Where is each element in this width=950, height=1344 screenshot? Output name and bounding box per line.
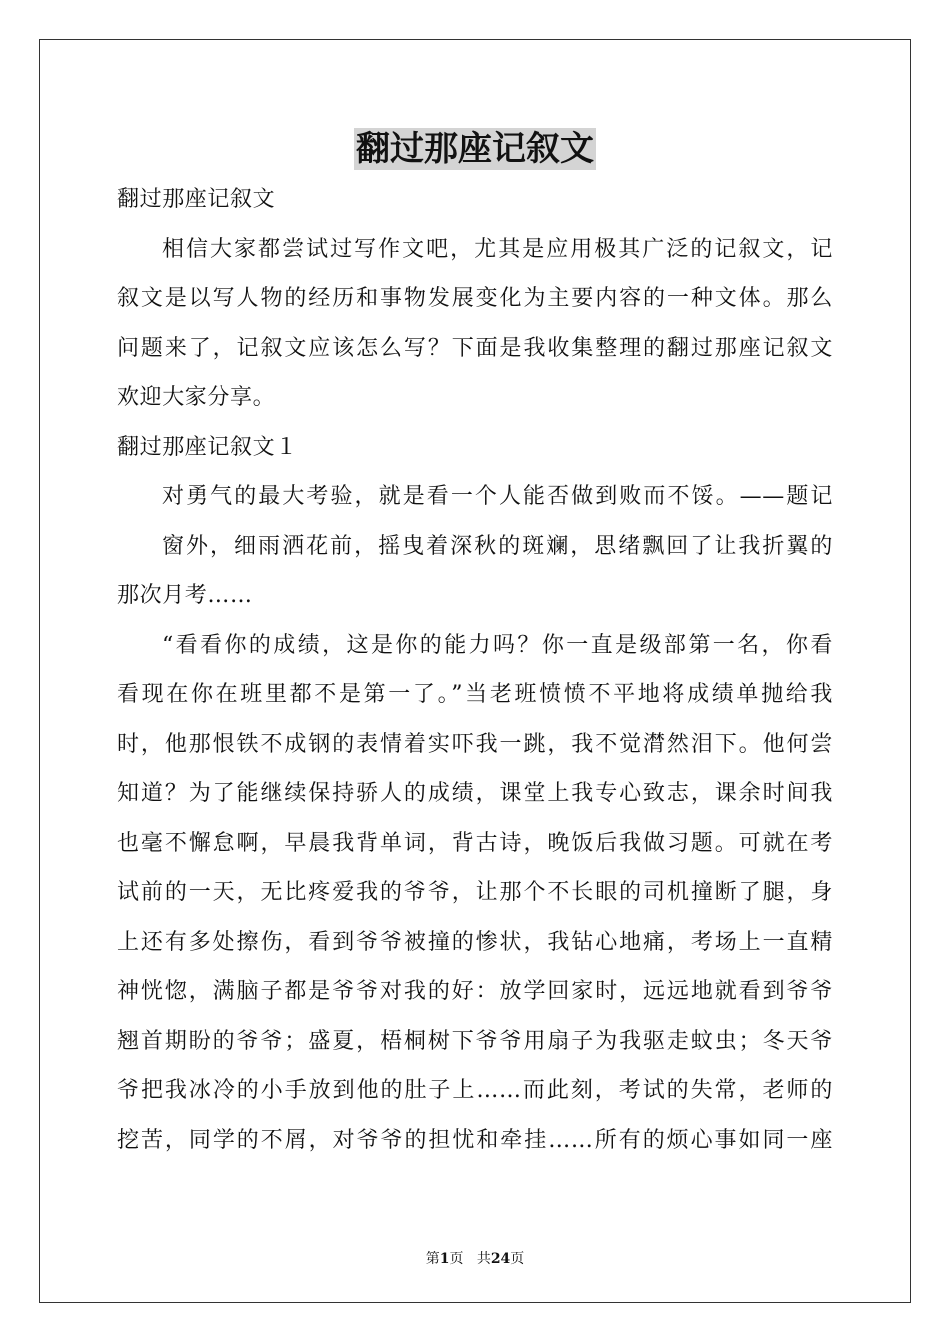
paragraph-line: 窗外，细雨洒花前，摇曳着深秋的斑斓，思绪飘回了让我折翼的 [162, 533, 833, 559]
paragraph-line: 那次月考…… [117, 583, 253, 608]
page-number: 1 [439, 1251, 450, 1267]
page-footer [0, 1248, 950, 1268]
paragraph-line: 问题来了，记叙文应该怎么写？下面是我收集整理的翻过那座记叙文 [117, 335, 833, 361]
paragraph-line: 也毫不懈怠啊，早晨我背单词，背古诗，晚饭后我做习题。可就在考 [117, 830, 833, 856]
document-title: 翻过那座记叙文 [356, 129, 594, 169]
paragraph-line: 对勇气的最大考验，就是看一个人能否做到败而不馁。——题记 [162, 484, 833, 509]
paragraph-line: 爷把我冰冷的小手放到他的肚子上……而此刻，考试的失常，老师的 [117, 1078, 833, 1103]
subtitle-line: 翻过那座记叙文 [117, 187, 276, 212]
page-prefix: 第 [425, 1251, 440, 1267]
total-prefix: 共 [476, 1251, 491, 1267]
paragraph-line: 上还有多处擦伤，看到爷爷被撞的惨状，我钻心地痛，考场上一直精 [117, 929, 833, 955]
total-pages: 24 [490, 1251, 511, 1267]
paragraph-line: 翘首期盼的爷爷；盛夏，梧桐树下爷爷用扇子为我驱走蚊虫；冬天爷 [117, 1028, 833, 1054]
paragraph-line: 知道？为了能继续保持骄人的成绩，课堂上我专心致志，课余时间我 [117, 781, 833, 806]
paragraph-line: 神恍惚，满脑子都是爷爷对我的好：放学回家时，远远地就看到爷爷 [117, 979, 833, 1004]
paragraph-line: 时，他那恨铁不成钢的表情着实吓我一跳，我不觉潸然泪下。他何尝 [117, 731, 833, 757]
paragraph-line: 相信大家都尝试过写作文吧，尤其是应用极其广泛的记叙文，记 [162, 236, 833, 262]
title-container [0, 128, 950, 170]
document-body [117, 180, 833, 1170]
paragraph-line: 看现在你在班里都不是第一了。”当老班愤愤不平地将成绩单抛给我 [117, 682, 833, 707]
paragraph-line: 欢迎大家分享。 [117, 385, 276, 410]
paragraph-line: “看看你的成绩，这是你的能力吗？你一直是级部第一名，你看 [162, 632, 833, 658]
section-heading: 翻过那座记叙文１ [117, 434, 298, 460]
paragraph-line: 叙文是以写人物的经历和事物发展变化为主要内容的一种文体。那么 [117, 286, 833, 311]
paragraph-line: 试前的一天，无比疼爱我的爷爷，让那个不长眼的司机撞断了腿，身 [117, 880, 833, 905]
paragraph-line: 挖苦，同学的不屑，对爷爷的担忧和牵挂……所有的烦心事如同一座 [117, 1127, 833, 1153]
page-suffix: 页 [449, 1251, 464, 1267]
total-suffix: 页 [510, 1251, 525, 1267]
